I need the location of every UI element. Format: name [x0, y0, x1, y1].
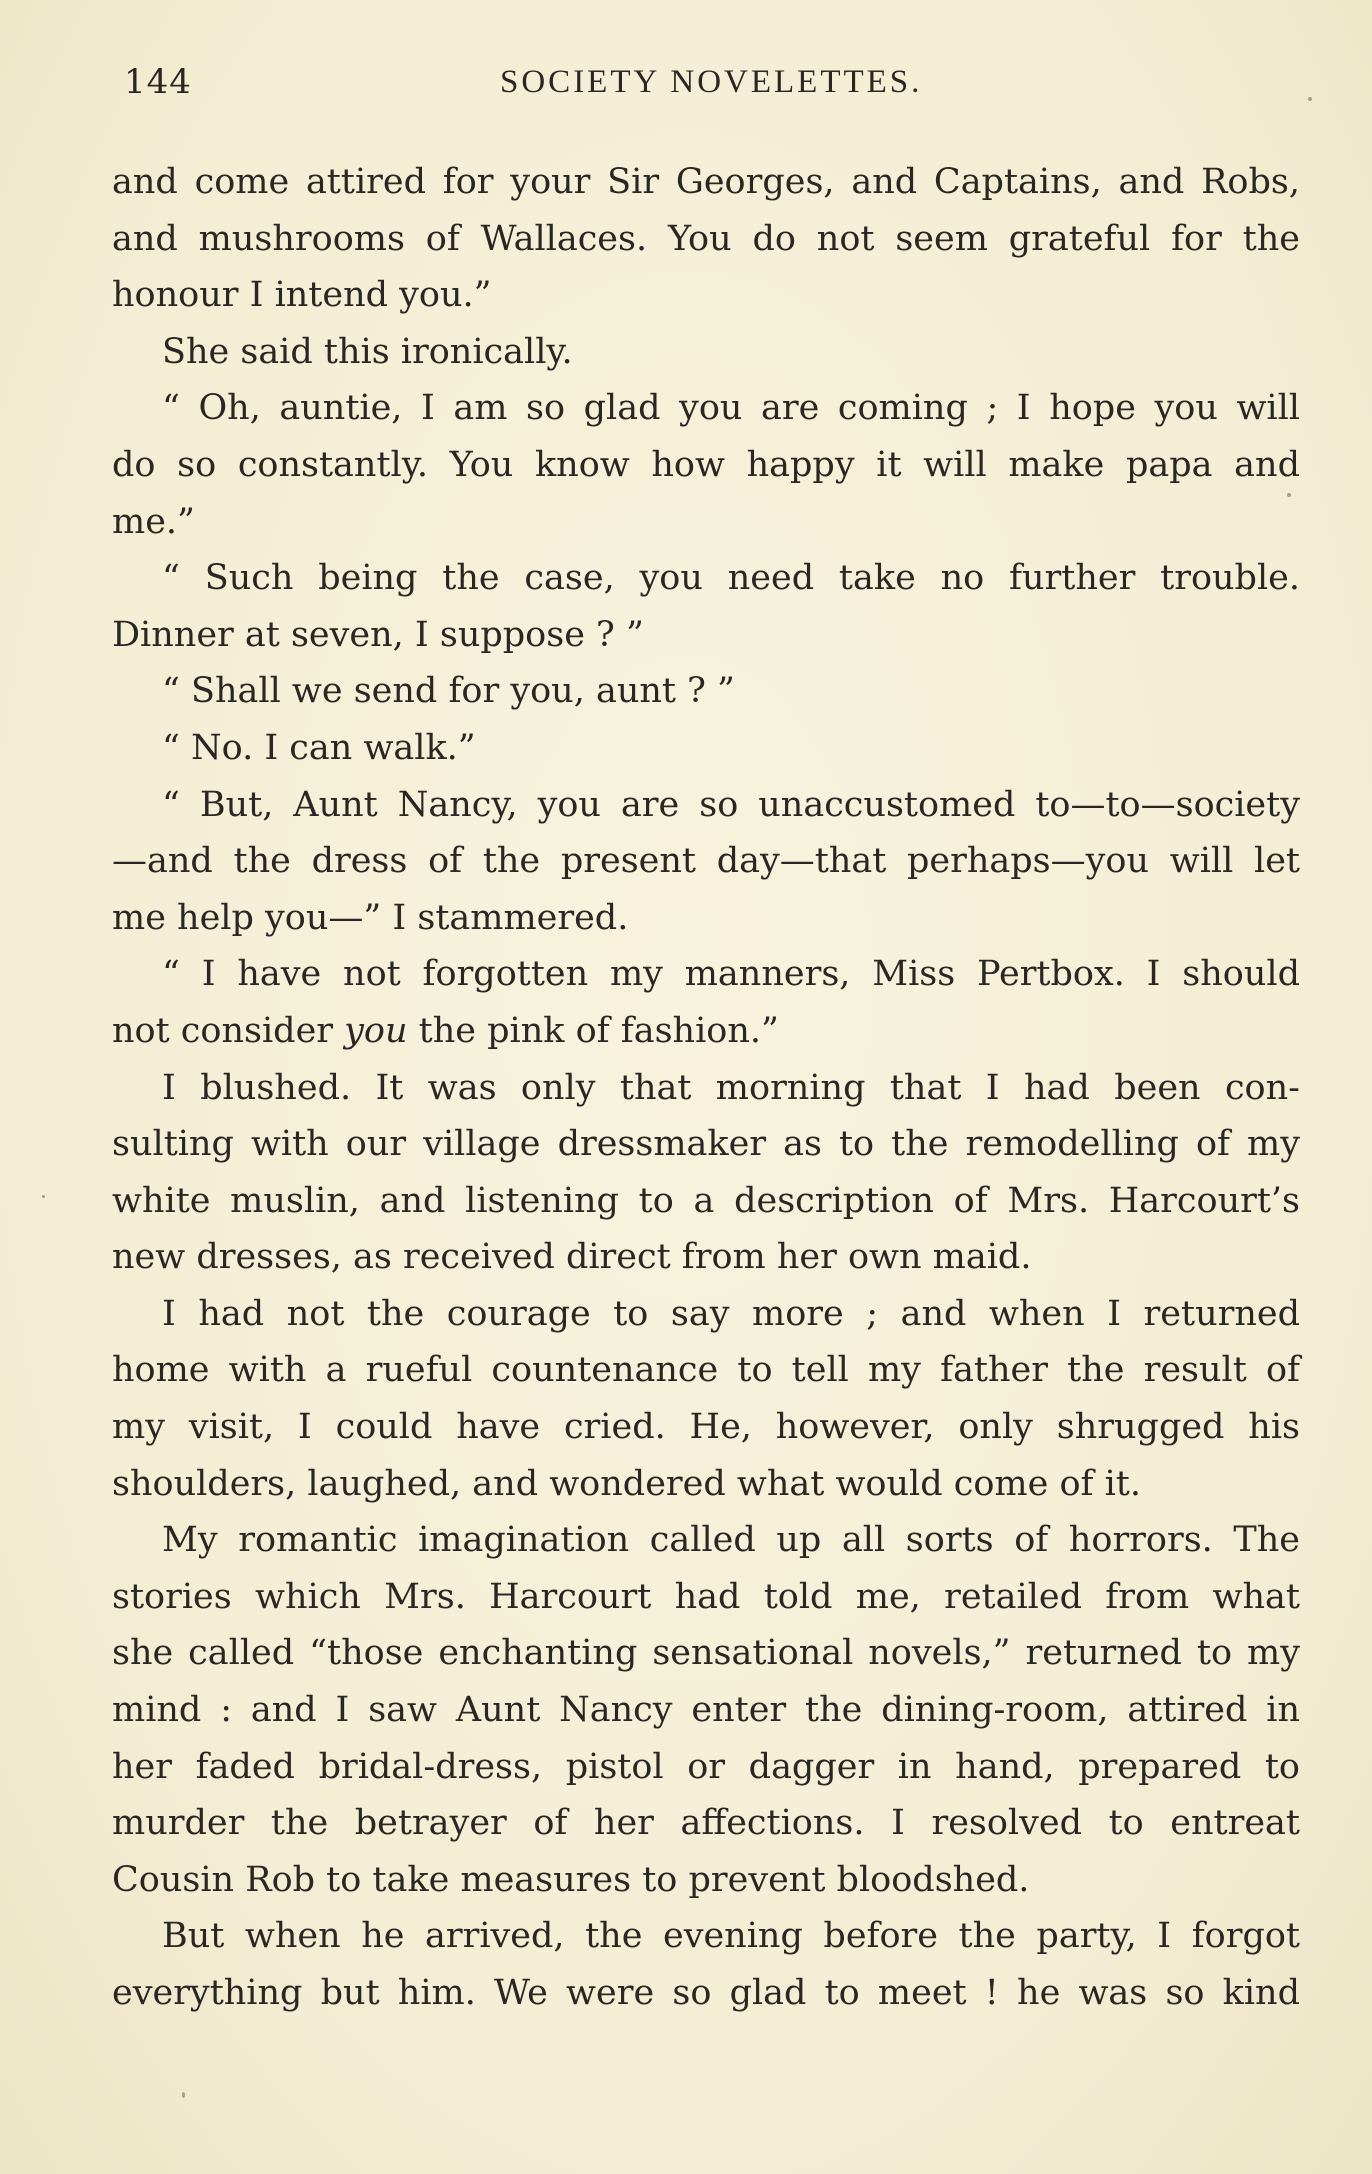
body-text — [112, 154, 1300, 2022]
text-line: My romantic imagination called up all sorts of horrors. The — [162, 1520, 1300, 1561]
text-line: not consider you the pink of fashion.” — [112, 1010, 779, 1051]
page-number: 144 — [124, 62, 192, 102]
text-line: mind : and I saw Aunt Nancy enter the dining-room, attired in — [112, 1690, 1300, 1731]
paper-speck — [42, 1195, 45, 1198]
text-line: stories which Mrs. Harcourt had told me, retailed from what — [112, 1576, 1300, 1617]
text-line: new dresses, as received direct from her own maid. — [112, 1237, 1032, 1278]
text-line: I had not the courage to say more ; and when I returned — [162, 1293, 1300, 1334]
running-head: SOCIETY NOVELETTES. — [500, 64, 923, 100]
emphasized-word: you — [344, 1010, 408, 1051]
text-line: “ I have not forgotten my manners, Miss Pertbox. I should — [162, 954, 1300, 995]
text-line: Dinner at seven, I suppose ? ” — [112, 614, 644, 655]
text-line: me help you—” I stammered. — [112, 897, 629, 938]
text-line: murder the betrayer of her affections. I resolved to entreat — [112, 1803, 1300, 1844]
text-line: Cousin Rob to take measures to prevent bloodshed. — [112, 1859, 1030, 1900]
paper-speck — [1308, 97, 1312, 101]
text-line: do so constantly. You know how happy it will make papa and — [112, 444, 1300, 485]
text-line: everything but him. We were so glad to meet ! he was so kind — [112, 1973, 1300, 2013]
text-line: and mushrooms of Wallaces. You do not seem grateful for the — [112, 218, 1300, 259]
text-line: my visit, I could have cried. He, however, only shrugged his — [112, 1407, 1300, 1448]
text-line: white muslin, and listening to a description of Mrs. Harcourt’s — [112, 1180, 1300, 1221]
text-line: “ Shall we send for you, aunt ? ” — [162, 671, 735, 712]
paper-speck — [182, 2092, 185, 2098]
text-line: and come attired for your Sir Georges, and Captains, and Robs, — [112, 162, 1300, 202]
text-line: home with a rueful countenance to tell my father the result of — [112, 1350, 1300, 1391]
text-line: I blushed. It was only that morning that I had been con- — [162, 1067, 1300, 1108]
page-header — [124, 62, 1304, 112]
text-line: me.” — [112, 501, 195, 542]
text-line: sulting with our village dressmaker as to the remodelling of my — [112, 1124, 1300, 1165]
text-line: “ Such being the case, you need take no further trouble. — [162, 558, 1300, 599]
text-line: “ No. I can walk.” — [162, 727, 476, 768]
text-line: “ Oh, auntie, I am so glad you are coming ; I hope you will — [162, 388, 1300, 429]
text-line: shoulders, laughed, and wondered what would come of it. — [112, 1463, 1141, 1504]
text-line: But when he arrived, the evening before the party, I forgot — [162, 1916, 1300, 1957]
text-line: her faded bridal-dress, pistol or dagger in hand, prepared to — [112, 1746, 1300, 1787]
text-line: —and the dress of the present day—that perhaps—you will let — [112, 841, 1300, 882]
text-line: honour I intend you.” — [112, 275, 492, 316]
text-line: “ But, Aunt Nancy, you are so unaccustomed to—to—society — [162, 784, 1300, 825]
text-line: She said this ironically. — [162, 331, 573, 372]
paper-speck — [1287, 493, 1291, 497]
text-line: she called “those enchanting sensational novels,” returned to my — [112, 1633, 1300, 1674]
